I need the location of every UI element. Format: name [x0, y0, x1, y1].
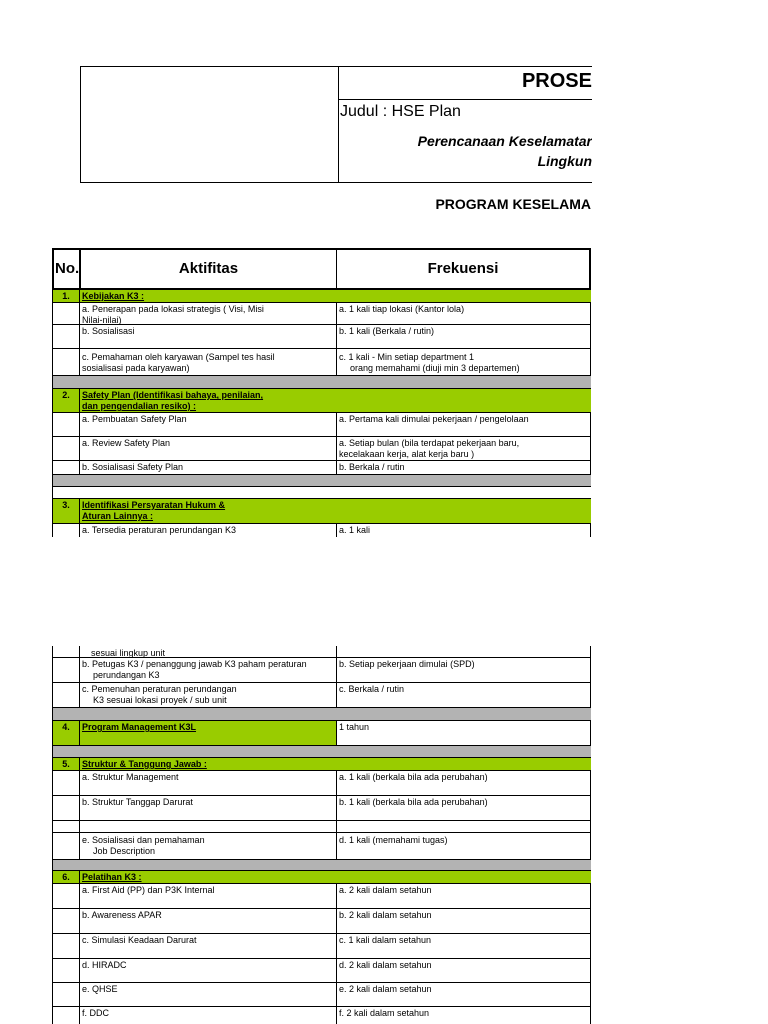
column-header-frequency: Frekuensi	[337, 250, 591, 288]
frequency-cell: a. Setiap bulan (bila terdapat pekerjaan baru, kecelakaan kerja, alat kerja baru )	[337, 437, 591, 460]
title-band	[339, 67, 592, 100]
section-number: 5.	[52, 758, 80, 770]
activity-cell: c. Pemenuhan peraturan perundangan K3 sesuai lokasi proyek / sub unit	[80, 683, 337, 707]
section-row	[52, 290, 591, 303]
activity-cell: f. DDC	[80, 1007, 337, 1024]
table-row	[52, 437, 591, 461]
activity-cell: c. Simulasi Keadaan Darurat	[80, 934, 337, 958]
table-row	[52, 884, 591, 909]
activity-cell: e. QHSE	[80, 983, 337, 1006]
section-title: Struktur & Tanggung Jawab :	[82, 759, 207, 769]
table-row	[52, 1007, 591, 1024]
separator-row	[52, 860, 591, 871]
section-title: Kebijakan K3 :	[82, 291, 145, 301]
separator-row	[52, 746, 591, 758]
spacer-row	[52, 487, 591, 498]
table-row	[52, 461, 591, 475]
separator-row	[52, 475, 591, 487]
activity-cell: b. Awareness APAR	[80, 909, 337, 933]
section-row	[52, 758, 591, 771]
section-number: 6.	[52, 871, 80, 883]
activity-cell: sesuai lingkup unit	[80, 646, 337, 657]
table-row	[52, 325, 591, 349]
section-title: Safety Plan (Identifikasi bahaya, penilaian, dan pengendalian resiko) :	[82, 390, 264, 411]
activity-cell: e. Sosialisasi dan pemahaman Job Description	[80, 833, 337, 859]
table-row	[52, 646, 591, 658]
frequency-cell: a. 2 kali dalam setahun	[337, 884, 591, 908]
frequency-cell: 1 tahun	[337, 721, 591, 745]
activity-cell: a. Review Safety Plan	[80, 437, 337, 460]
frequency-cell: a. 1 kali (berkala bila ada perubahan)	[337, 771, 591, 795]
frequency-cell: b. 2 kali dalam setahun	[337, 909, 591, 933]
frequency-cell: b. 1 kali (Berkala / rutin)	[337, 325, 591, 348]
frequency-cell: d. 2 kali dalam setahun	[337, 959, 591, 982]
frequency-cell: a. 1 kali tiap lokasi (Kantor lola)	[337, 303, 591, 324]
frequency-cell: b. 1 kali (berkala bila ada perubahan)	[337, 796, 591, 820]
table-row	[52, 303, 591, 325]
document-header	[80, 66, 592, 183]
document-subtitle-line2: Lingkun	[537, 153, 592, 169]
document-judul: Judul : HSE Plan	[340, 103, 461, 120]
activity-cell: b. Sosialisasi Safety Plan	[80, 461, 337, 474]
activity-cell: a. Tersedia peraturan perundangan K3	[80, 524, 337, 537]
document-title: PROSE	[521, 70, 592, 92]
activity-cell: a. First Aid (PP) dan P3K Internal	[80, 884, 337, 908]
table-row	[52, 796, 591, 821]
activity-cell: a. Pembuatan Safety Plan	[80, 413, 337, 436]
table-header-row	[52, 250, 591, 290]
frequency-cell: a. 1 kali	[337, 524, 591, 537]
frequency-cell: f. 2 kali dalam setahun	[337, 1007, 591, 1024]
table-row	[52, 909, 591, 934]
frequency-cell: b. Setiap pekerjaan dimulai (SPD)	[337, 658, 591, 682]
frequency-cell: c. Berkala / rutin	[337, 683, 591, 707]
activity-cell: b. Sosialisasi	[80, 325, 337, 348]
activity-cell: a. Penerapan pada lokasi strategis ( Visi, Misi Nilai-nilai)	[80, 303, 337, 324]
header-info	[339, 67, 592, 182]
separator-row	[52, 376, 591, 389]
program-title: PROGRAM KESELAMA	[435, 196, 591, 212]
section-row	[52, 389, 591, 413]
section-row	[52, 721, 591, 746]
activity-cell: a. Struktur Management	[80, 771, 337, 795]
separator-row	[52, 708, 591, 721]
activity-cell: c. Pemahaman oleh karyawan (Sampel tes hasil sosialisasi pada karyawan)	[80, 349, 337, 375]
table-row	[52, 983, 591, 1007]
program-table-bottom	[52, 646, 591, 1024]
table-row	[52, 771, 591, 796]
frequency-cell: a. Pertama kali dimulai pekerjaan / pengelolaan	[337, 413, 591, 436]
section-row	[52, 871, 591, 884]
frequency-cell: b. Berkala / rutin	[337, 461, 591, 474]
table-row	[52, 959, 591, 983]
section-title: Identifikasi Persyaratan Hukum & Aturan Lainnya :	[82, 500, 226, 521]
table-row	[52, 413, 591, 437]
table-row	[52, 833, 591, 860]
frequency-cell: c. 1 kali dalam setahun	[337, 934, 591, 958]
table-row	[52, 524, 591, 537]
section-number: 1.	[52, 290, 80, 302]
table-row	[52, 658, 591, 683]
section-title: Program Management K3L	[80, 721, 337, 745]
frequency-cell: d. 1 kali (memahami tugas)	[337, 833, 591, 859]
logo-cell	[81, 67, 339, 182]
table-row	[52, 821, 591, 833]
activity-cell: b. Struktur Tanggap Darurat	[80, 796, 337, 820]
section-number: 4.	[52, 721, 80, 745]
activity-cell: d. HIRADC	[80, 959, 337, 982]
program-table-top	[52, 248, 591, 537]
frequency-cell: c. 1 kali - Min setiap department 1 orang memahami (diuji min 3 departemen)	[337, 349, 591, 375]
section-number: 3.	[52, 499, 80, 523]
document-subtitle-line1: Perencanaan Keselamatar	[417, 133, 592, 149]
column-header-activity: Aktifitas	[81, 250, 337, 288]
table-row	[52, 934, 591, 959]
table-row	[52, 349, 591, 376]
activity-cell: b. Petugas K3 / penanggung jawab K3 paham peraturan perundangan K3	[80, 658, 337, 682]
column-header-no: No.	[52, 250, 81, 288]
section-number: 2.	[52, 389, 80, 412]
table-row	[52, 683, 591, 708]
section-row	[52, 498, 591, 524]
section-title: Pelatihan K3 :	[82, 872, 142, 882]
frequency-cell: e. 2 kali dalam setahun	[337, 983, 591, 1006]
